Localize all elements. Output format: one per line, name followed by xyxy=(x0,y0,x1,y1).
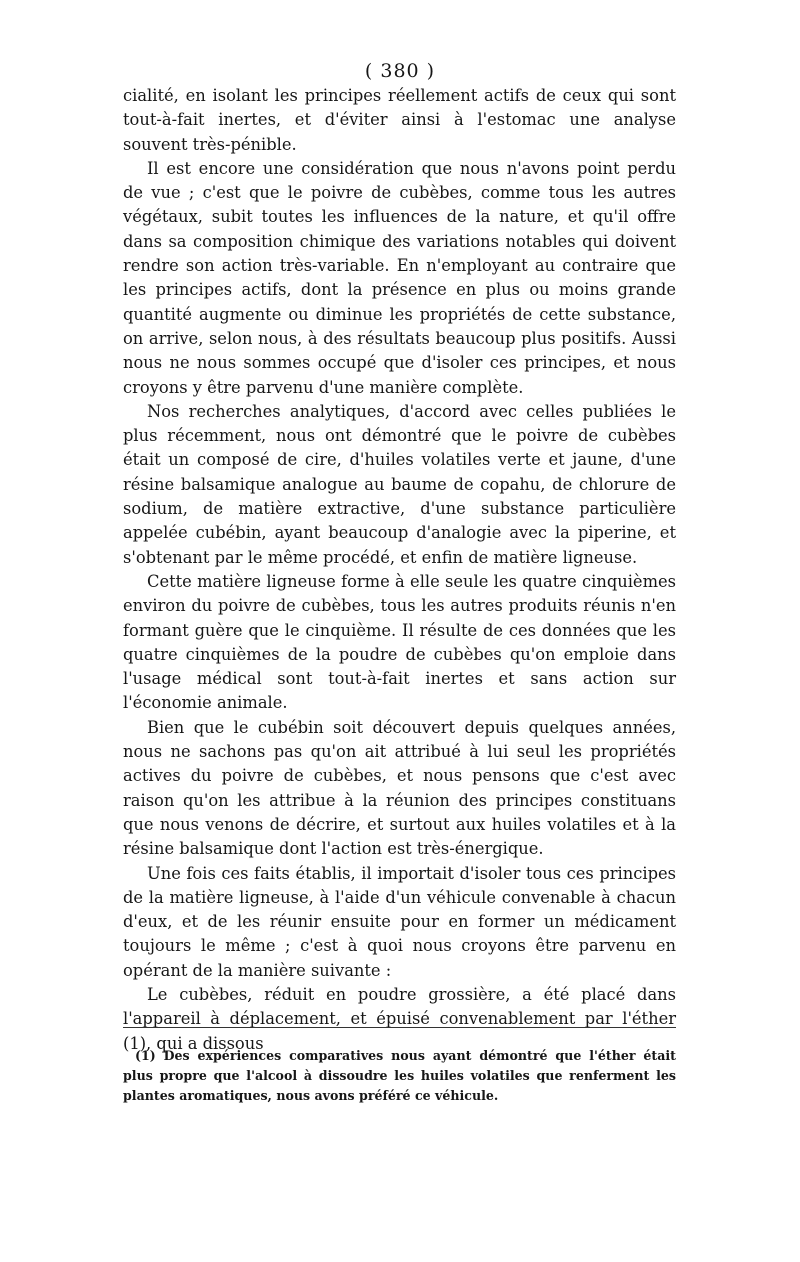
paragraph-2: Il est encore une considération que nous n'avons point perdu de vue ; c'est que le poivre de cubèbes, comme tous les autres végétaux, subit toutes les influences de la nature, et qu'il offre dans sa composition chimique des variations notables qui doivent rendre son action très-variable. En n'employant au contraire que les principes actifs, dont la présence en plus ou moins grande quantité augmente ou diminue les propriétés de cette substance, on arrive, selon nous, à des résultats beaucoup plus positifs. Aussi nous ne nous sommes occupé que d'isoler ces principes, et nous croyons y être parvenu d'une manière complète. xyxy=(123,158,676,397)
paragraph-5: Bien que le cubébin soit découvert depuis quelques années, nous ne sachons pas qu'on ait attribué à lui seul les propriétés actives du poivre de cubèbes, et nous pensons que c'est avec raison qu'on les attribue à la réunion des principes constituans que nous venons de décrire, et surtout aux huiles volatiles et à la résine balsamique dont l'action est très-énergique. xyxy=(123,717,676,859)
paragraph-7: Le cubèbes, réduit en poudre grossière, a été placé dans l'appareil à déplacement, et épuisé convenablement par l'éther (1), qui a dissous xyxy=(123,984,676,1053)
paragraph-1: cialité, en isolant les principes réellement actifs de ceux qui sont tout-à-fait inertes, et d'éviter ainsi à l'estomac une analyse souvent très-pénible. xyxy=(123,86,676,154)
page-number: ( 380 ) xyxy=(364,60,436,82)
body-text xyxy=(123,84,676,1056)
footnote-divider xyxy=(123,1027,676,1028)
paragraph-4: Cette matière ligneuse forme à elle seule les quatre cinquièmes environ du poivre de cubèbes, tous les autres produits réunis n'en formant guère que le cinquième. Il résulte de ces données que les quatre cinquièmes de la poudre de cubèbes qu'on emploie dans l'usage médical sont tout-à-fait inertes et sans action sur l'économie animale. xyxy=(123,571,676,713)
footnote: (1) Des expériences comparatives nous ayant démontré que l'éther était plus propre que l'alcool à dissoudre les huiles volatiles que renferment les plantes aromatiques, nous avons préféré ce véhicule. xyxy=(123,1048,676,1103)
paragraph-6: Une fois ces faits établis, il importait d'isoler tous ces principes de la matière ligneuse, à l'aide d'un véhicule convenable à chacun d'eux, et de les réunir ensuite pour en former un médicament toujours le même ; c'est à quoi nous croyons être parvenu en opérant de la manière suivante : xyxy=(123,863,676,980)
paragraph-3: Nos recherches analytiques, d'accord avec celles publiées le plus récemment, nous ont démontré que le poivre de cubèbes était un composé de cire, d'huiles volatiles verte et jaune, d'une résine balsamique analogue au baume de copahu, de chlorure de sodium, de matière extractive, d'une substance particulière appelée cubébin, ayant beaucoup d'analogie avec la piperine, et s'obtenant par le même procédé, et enfin de matière ligneuse. xyxy=(123,401,676,567)
